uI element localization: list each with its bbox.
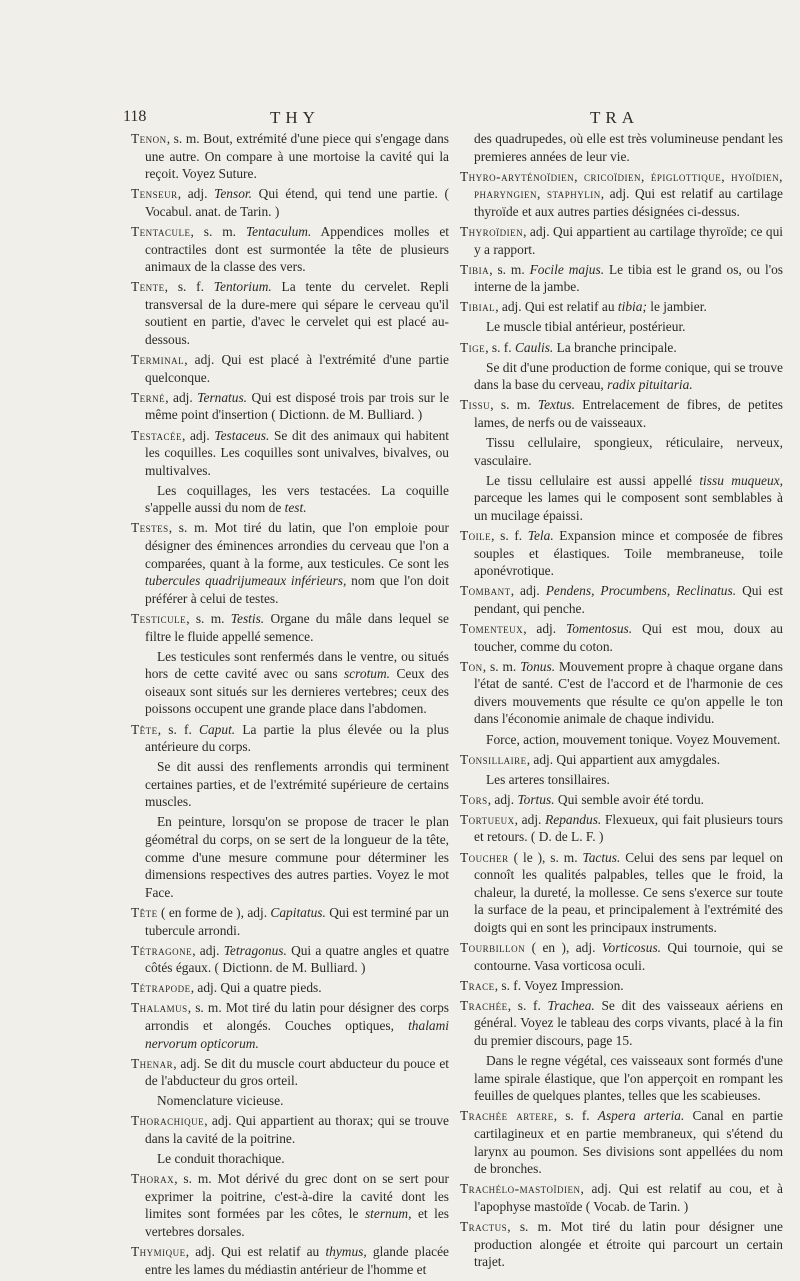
headword: Tétrapode — [131, 980, 191, 996]
entry-text: Ceux des oiseaux sont situés sur les dernieres vertebres; ceux des poissons occupent une grande place dans l'abdomen. — [145, 666, 449, 717]
headword: Tombant — [460, 583, 511, 599]
dictionary-entry — [131, 427, 449, 480]
dictionary-entry — [131, 979, 449, 997]
entry-text: , s. f. Voyez Impression. — [494, 977, 624, 993]
entry-text: , s. m. — [490, 397, 538, 413]
headword: Terné — [131, 389, 166, 405]
headword: Trachée artere — [460, 1108, 554, 1124]
latin-term: Tonus. — [520, 658, 556, 674]
latin-term: thymus, — [325, 1244, 367, 1260]
entry-text: , s. m. Mot tiré du latin, que l'on emploie pour désigner des éminences arrondies du cerveau que l'on a comparées, quant à la forme, aux testicules. Ce sont les — [145, 520, 449, 571]
headword: Tige — [460, 339, 486, 355]
entry-text: , adj. — [514, 811, 546, 827]
headword: Terminal — [131, 352, 185, 368]
entry-text: En peinture, lorsqu'on se propose de tracer le plan géométral du corps, on se sert de la longueur de la tête, comme d'une mesure commune pour déterminer les dimensions respectives des autres parties. Voyez le mot Face. — [145, 814, 449, 900]
entry-text: , adj. Qui a quatre pieds. — [190, 980, 322, 996]
dictionary-entry — [131, 942, 449, 977]
dictionary-entry — [460, 339, 783, 357]
entry-text: Qui est disposé trois par trois sur le même point d'insertion ( Dictionn. de M. Bulliard. ) — [145, 389, 450, 423]
dictionary-entry — [131, 351, 449, 386]
entry-text: Celui des sens par lequel on connoît les qualités palpables, telles que le froid, la chaleur, la dureté, la mollesse. Ce sens s'exerce sur toute la surface de la peau, et principalement à l'extrémité des doigts qui en sont les principaux instruments. — [474, 849, 783, 935]
entry-text: Entrelacement de fibres, de petites lames, de nerfs ou de vaisseaux. — [474, 397, 783, 430]
headword: Testes — [131, 520, 169, 536]
dictionary-entry — [131, 1170, 449, 1240]
entry-text: , s. m. Mot tiré du latin pour désigner des corps arrondis et alongés. Couches optiques, — [145, 1000, 449, 1033]
latin-term: scrotum. — [344, 666, 390, 682]
latin-term: Tentaculum. — [245, 223, 312, 239]
left-column — [131, 130, 449, 1281]
entry-text: , s. f. — [485, 339, 515, 355]
entry-text: , s. f. — [491, 527, 528, 543]
entry-text: , adj. — [510, 583, 546, 599]
headword: Thorachique — [131, 1113, 205, 1129]
entry-text: Les arteres tonsillaires. — [486, 771, 610, 787]
headword: Testicule — [131, 610, 187, 626]
latin-term: Testis. — [230, 610, 265, 626]
latin-term: Caulis. — [514, 339, 554, 355]
entry-text: Organe du mâle dans lequel se filtre le fluide appellé semence. — [145, 610, 449, 644]
latin-term: Testaceus. — [214, 427, 270, 443]
entry-text: nom que l'on doit préférer à celui de testes. — [145, 573, 449, 606]
headword: Thymique — [131, 1244, 186, 1260]
headword: Tomenteux — [460, 620, 524, 636]
entry-paragraph — [460, 1052, 783, 1105]
headword: Thenar — [131, 1055, 174, 1071]
dictionary-entry — [460, 298, 783, 316]
entry-text: parceque les lames qui le composent sont semblables à un mucilage épaissi. — [474, 490, 783, 523]
entry-paragraph — [131, 1092, 449, 1110]
latin-term: Tentorium. — [213, 279, 272, 295]
latin-term: Vorticosus. — [601, 940, 662, 956]
running-head-left: THY — [270, 108, 320, 127]
headword: Testacée — [131, 427, 182, 443]
latin-term: Capitatus. — [270, 904, 326, 920]
entry-text: Qui est mou, doux au toucher, comme du coton. — [474, 620, 784, 654]
headword: Tibia — [460, 261, 490, 277]
entry-text: , adj. — [523, 620, 566, 636]
entry-text: La branche principale. — [553, 339, 677, 355]
page-number: 118 — [123, 108, 147, 125]
entry-text: , adj. Qui appartient aux amygdales. — [526, 751, 721, 767]
latin-term: Tetragonus. — [223, 942, 287, 958]
entry-text: Le tibia est le grand os, ou l'os interne de la jambe. — [474, 261, 784, 295]
entry-text: Canal en partie cartilagineux et en partie membraneux, qui s'étend du larynx au poumon. Ses divisions sont appellées du nom de bronches. — [474, 1108, 783, 1177]
entry-text: Se dit des vaisseaux aériens en général. Voyez le tableau des corps vivants, placé à la fin du premier discours, page 15. — [474, 997, 784, 1048]
running-head-right: TRA — [590, 108, 639, 127]
latin-term: tissu muqueux, — [699, 472, 783, 488]
dictionary-entry — [131, 185, 449, 220]
headword: Trace — [460, 977, 495, 993]
dictionary-entry — [131, 999, 449, 1052]
entry-text: Dans le regne végétal, ces vaisseaux sont formés d'une lame spirale élastique, que l'on apperçoit en rompant les feuilles de quelques plantes, telles que les scabieuses. — [474, 1053, 783, 1104]
headword: Tenon — [131, 131, 167, 146]
entry-text: le jambier. — [646, 299, 707, 315]
latin-term: tibia; — [617, 299, 647, 315]
dictionary-entry — [460, 168, 783, 221]
entry-text: Le tissu cellulaire est aussi appellé — [486, 472, 700, 488]
right-column — [460, 130, 783, 1273]
headword: Tractus — [460, 1218, 508, 1234]
latin-term: Tactus. — [582, 849, 621, 865]
entry-text: , s. f. — [507, 997, 548, 1013]
entry-paragraph — [460, 731, 783, 749]
entry-text: Le muscle tibial antérieur, postérieur. — [486, 319, 686, 335]
entry-text: , adj. Qui appartient au cartilage thyroïde; ce qui y a rapport. — [474, 223, 783, 257]
entry-text: Les coquillages, les vers testacées. La coquille s'appelle aussi du nom de — [145, 482, 449, 516]
entry-text: Expansion mince et composée de fibres souples et élastiques. Toile membraneuse, toile aponévrotique. — [474, 527, 783, 579]
headword: Thalamus — [131, 1000, 188, 1016]
entry-text: Mouvement propre à chaque organe dans l'état de santé. C'est de l'accord et de l'harmonie de ces divers mouvements que résulte ce qu'on appelle le ton dans l'économie animale de chaque individu. — [474, 658, 784, 727]
latin-term: Ternatus. — [197, 389, 248, 405]
dictionary-entry — [131, 721, 449, 756]
latin-term: Tela. — [527, 527, 554, 543]
latin-term: Tensor. — [214, 186, 252, 202]
headword: Toile — [460, 527, 492, 543]
dictionary-entry — [131, 610, 449, 645]
headword: Tissu — [460, 397, 491, 413]
entry-text: , adj. Qui est placé à l'extrémité d'une partie quelconque. — [145, 352, 449, 385]
latin-term: Caput. — [199, 721, 236, 737]
entry-text: ( en ), adj. — [525, 940, 602, 956]
entry-text: Qui étend, qui tend une partie. ( Vocabul. anat. de Tarin. ) — [145, 186, 450, 219]
entry-text: Qui tournoie, qui se contourne. Vasa vorticosa oculi. — [474, 940, 783, 973]
entry-text: glande placée entre les lames du médiastin antérieur de l'homme et — [145, 1244, 449, 1277]
entry-text: , adj. Qui est relatif au cou, et à l'apophyse mastoïde ( Vocab. de Tarin. ) — [474, 1181, 783, 1214]
dictionary-entry — [460, 1218, 783, 1271]
entry-paragraph — [460, 130, 783, 165]
entry-text: , s. m. Bout, extrémité d'une piece qui s'engage dans une autre. On compare à une mortoise la cavité qui la reçoit. Voyez Suture. — [145, 131, 449, 182]
latin-term: Textus. — [537, 397, 575, 413]
dictionary-entry — [460, 997, 783, 1050]
entry-text: Qui est terminé par un tubercule arrondi. — [145, 904, 449, 938]
entry-paragraph — [460, 318, 783, 336]
entry-text: , s. m. Mot tiré du latin pour désigner une production alongée et étroite qui parcourt un certain trajet. — [474, 1218, 783, 1270]
dictionary-entry — [460, 396, 783, 431]
entry-text: , s. m. — [186, 610, 231, 626]
entry-text: Qui est pendant, qui penche. — [474, 583, 784, 616]
headword: Tête — [131, 904, 158, 920]
dictionary-entry — [460, 849, 783, 937]
dictionary-entry — [460, 658, 783, 728]
dictionary-entry — [131, 130, 449, 183]
headword: Thorax — [131, 1171, 175, 1187]
entry-text: , adj. — [192, 942, 224, 958]
dictionary-entry — [460, 1107, 783, 1177]
dictionary-entry — [131, 904, 449, 939]
entry-text: Nomenclature vicieuse. — [157, 1093, 284, 1109]
dictionary-entry — [131, 1243, 449, 1278]
headword: Trachée — [460, 997, 508, 1013]
entry-text: , adj. — [181, 427, 215, 443]
entry-text: ( le ), s. m. — [508, 849, 583, 865]
dictionary-entry — [460, 751, 783, 769]
entry-text: , s. m. — [190, 223, 246, 239]
entry-text: Flexueux, qui fait plusieurs tours et retours. ( D. de L. F. ) — [474, 811, 784, 845]
entry-text: Tissu cellulaire, spongieux, réticulaire, nerveux, vasculaire. — [474, 435, 783, 468]
latin-term: sternum, — [364, 1206, 412, 1222]
headword: Tortueux — [460, 811, 515, 827]
headword: Toucher — [460, 849, 509, 865]
entry-text: et les vertebres dorsales. — [145, 1206, 450, 1240]
dictionary-entry — [131, 1055, 449, 1090]
entry-text: La tente du cervelet. Repli transversal de la dure-mere qui sépare le cerveau qu'il soutient en partie, d'avec le cervelet qui est placé au-dessous. — [145, 279, 449, 348]
entry-text: Appendices molles et contractiles dont est surmontée la tête de plusieurs animaux de la classe des vers. — [145, 223, 450, 275]
entry-text: , adj. — [487, 791, 518, 807]
entry-text: des quadrupedes, où elle est très volumineuse pendant les premieres années de leur vie. — [474, 131, 783, 164]
entry-text: , adj. — [165, 389, 198, 405]
entry-text: , s. f. — [164, 279, 214, 295]
latin-term: Repandus. — [545, 811, 602, 827]
latin-term: radix pituitaria. — [607, 377, 693, 393]
headword: Tétragone — [131, 942, 193, 958]
entry-paragraph — [460, 434, 783, 469]
latin-term: tubercules quadrijumeaux inférieurs, — [145, 573, 347, 589]
entry-text: , s. m. Mot dérivé du grec dont on se sert pour exprimer la poitrine, c'est-à-dire la cavité dont les limites sont formées par les côtes, le — [145, 1171, 449, 1222]
entry-text: , adj. Qui est relatif au — [495, 299, 618, 315]
dictionary-entry — [460, 811, 783, 846]
entry-paragraph — [460, 359, 783, 394]
latin-term: Tomentosus. — [566, 620, 633, 636]
headword: Tourbillon — [460, 940, 526, 956]
entry-text: Se dit d'une production de forme conique, qui se trouve dans la base du cerveau, — [474, 359, 783, 393]
entry-text: , s. f. — [157, 721, 200, 737]
headword: Trachélo-mastoïdien — [460, 1181, 581, 1197]
entry-text: , s. m. — [482, 658, 521, 674]
entry-text: , adj. Qui est relatif au cartilage thyroïde et aux autres parties désignées ci-dessus. — [474, 186, 784, 219]
entry-paragraph — [131, 813, 449, 901]
dictionary-entry — [460, 223, 783, 258]
headword: Thyroïdien — [460, 223, 524, 239]
dictionary-entry — [131, 1112, 449, 1147]
entry-text: Force, action, mouvement tonique. Voyez Mouvement. — [486, 731, 781, 747]
headword: Tibial — [460, 299, 496, 315]
dictionary-entry — [131, 278, 449, 348]
latin-term: Aspera arteria. — [597, 1108, 685, 1124]
headword: Tenseur — [131, 186, 178, 202]
headword: Tentacule — [131, 223, 191, 239]
headword: Tente — [131, 279, 165, 295]
entry-text: Qui a quatre angles et quatre côtés égaux. ( Dictionn. de M. Bulliard. ) — [145, 942, 450, 976]
entry-paragraph — [460, 771, 783, 789]
headword: Tête — [131, 721, 158, 737]
latin-term: Pendens, Procumbens, Reclinatus. — [545, 583, 737, 599]
dictionary-entry — [460, 582, 783, 617]
headword: Tors — [460, 791, 488, 807]
dictionary-entry — [460, 939, 783, 974]
entry-paragraph — [131, 482, 449, 517]
entry-paragraph — [131, 758, 449, 811]
entry-text: , adj. Qui est relatif au — [185, 1244, 326, 1260]
latin-term: thalami nervorum opticorum. — [145, 1018, 449, 1051]
headword: Ton — [460, 658, 483, 674]
entry-paragraph — [460, 472, 783, 525]
dictionary-entry — [460, 620, 783, 655]
entry-text: La partie la plus élevée ou la plus antérieure du corps. — [145, 721, 449, 755]
entry-text: , s. m. — [489, 261, 530, 277]
dictionary-entry — [131, 223, 449, 276]
latin-term: Focile majus. — [529, 261, 605, 277]
entry-text: , adj. Se dit du muscle court abducteur du pouce et de l'abducteur du gros orteil. — [145, 1055, 449, 1089]
dictionary-entry — [460, 791, 783, 809]
entry-text: , adj. Qui appartient au thorax; qui se trouve dans la cavité de la poitrine. — [145, 1113, 449, 1147]
dictionary-entry — [460, 261, 783, 296]
entry-text: Se dit aussi des renflements arrondis qui terminent certaines parties, et de l'extrémité supérieure de certains muscles. — [145, 759, 449, 810]
dictionary-entry — [460, 977, 783, 995]
dictionary-entry — [131, 389, 449, 424]
entry-text: Qui semble avoir été tordu. — [554, 791, 705, 807]
latin-term: Tortus. — [517, 791, 555, 807]
dictionary-entry — [460, 1180, 783, 1215]
entry-paragraph — [131, 1150, 449, 1168]
entry-paragraph — [131, 648, 449, 718]
entry-text: Les testicules sont renfermés dans le ventre, ou situés hors de cette cavité avec ou sans — [145, 648, 449, 682]
headword: Tonsillaire — [460, 751, 527, 767]
entry-text: Se dit des animaux qui habitent les coquilles. Les coquilles sont univalves, bivalves, ou multivalves. — [145, 427, 449, 478]
headword: Thyro-aryténoïdien, cricoïdien, épiglottique, hyoïdien, pharyngien, staphylin — [460, 168, 783, 202]
entry-text: , s. f. — [553, 1108, 598, 1124]
entry-text: ( en forme de ), adj. — [157, 904, 271, 920]
latin-term: test. — [284, 500, 307, 516]
dictionary-entry — [460, 527, 783, 580]
entry-text: , adj. — [177, 186, 215, 202]
dictionary-entry — [131, 519, 449, 607]
latin-term: Trachea. — [547, 997, 595, 1013]
entry-text: Le conduit thorachique. — [157, 1151, 285, 1167]
